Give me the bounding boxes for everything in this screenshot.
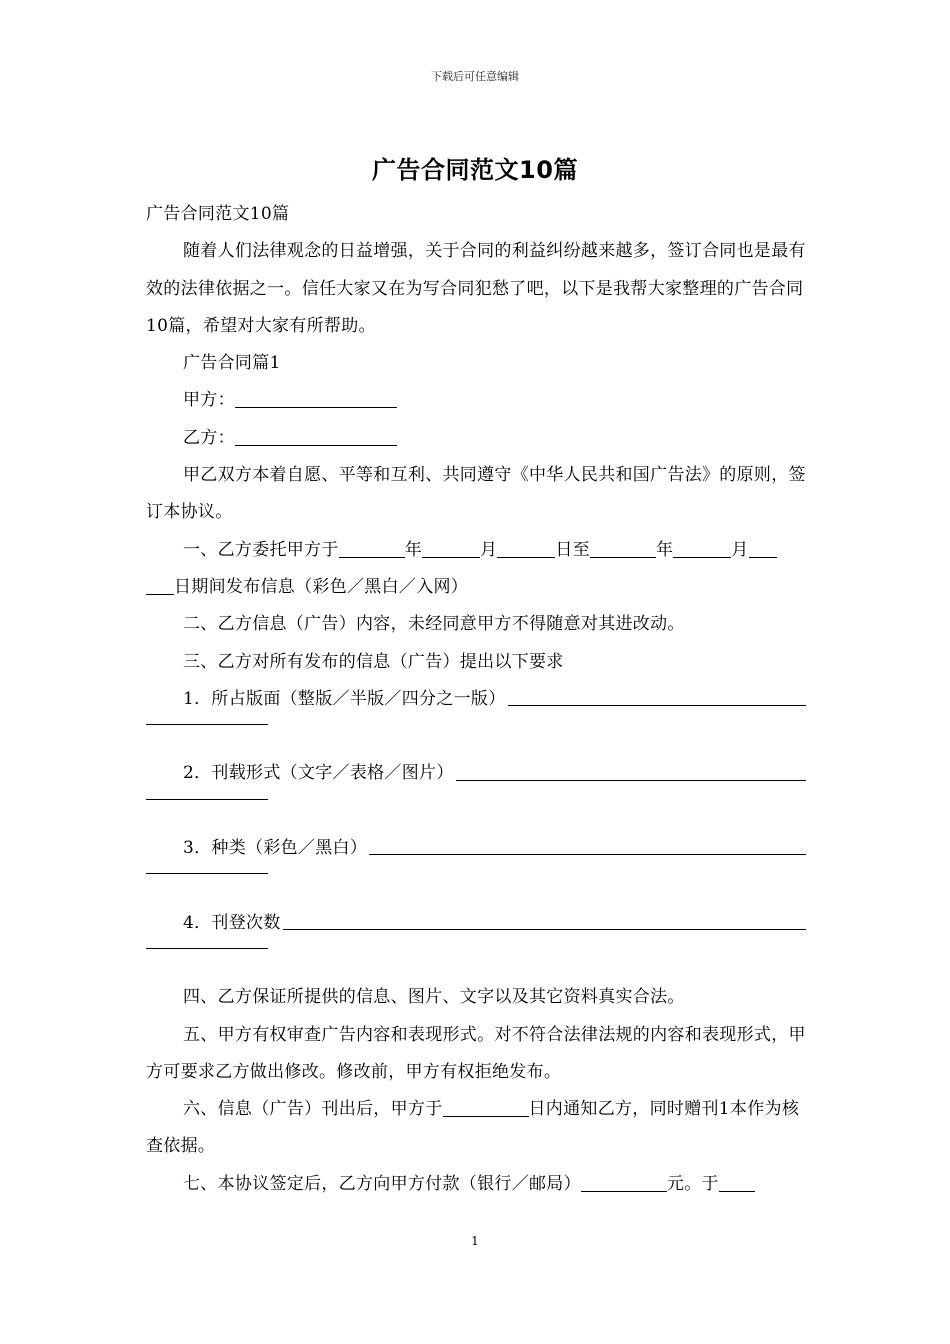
clause-1-month-2: 月 bbox=[731, 539, 749, 560]
blank bbox=[339, 540, 405, 558]
clause-7-mid: 元。于 bbox=[666, 1173, 719, 1194]
section-heading: 广告合同篇1 bbox=[183, 353, 281, 374]
clause-2: 二、乙方信息（广告）内容，未经同意甲方不得随意对其进改动。 bbox=[183, 614, 685, 635]
clause-1 bbox=[146, 532, 806, 607]
clause-1-year-2: 年 bbox=[655, 539, 674, 560]
requirement-item bbox=[146, 905, 806, 942]
blank bbox=[749, 540, 777, 558]
requirement-blank-cont bbox=[146, 724, 268, 725]
requirement-blank bbox=[508, 688, 806, 706]
party-a-blank bbox=[235, 390, 397, 408]
requirement-label: 4．刊登次数 bbox=[183, 912, 281, 933]
blank bbox=[422, 540, 480, 558]
requirement-blank-cont bbox=[146, 799, 268, 800]
header-note: 下载后可任意编辑 bbox=[431, 70, 519, 83]
requirement-label: 2．刊载形式（文字／表格／图片） bbox=[183, 763, 454, 784]
requirement-label: 3．种类（彩色／黑白） bbox=[183, 838, 368, 859]
clause-6 bbox=[146, 1091, 806, 1166]
party-b-line bbox=[146, 420, 806, 457]
clause-4: 四、乙方保证所提供的信息、图片、文字以及其它资料真实合法。 bbox=[183, 987, 685, 1008]
document-body bbox=[146, 196, 806, 1203]
clause-7 bbox=[146, 1166, 806, 1203]
clause-3: 三、乙方对所有发布的信息（广告）提出以下要求 bbox=[183, 651, 564, 672]
requirement-continuation bbox=[146, 793, 806, 830]
blank bbox=[590, 540, 656, 558]
document-title: 广告合同范文10篇 bbox=[372, 156, 578, 184]
blank bbox=[719, 1174, 755, 1192]
requirement-item bbox=[146, 681, 806, 718]
party-b-label: 乙方： bbox=[183, 427, 235, 448]
clause-7-prefix: 七、本协议签定后，乙方向甲方付款（银行／邮局） bbox=[183, 1173, 581, 1194]
clause-1-day: 日至 bbox=[555, 539, 590, 560]
requirement-item bbox=[146, 755, 806, 792]
clause-6-prefix: 六、信息（广告）刊出后，甲方于 bbox=[183, 1099, 443, 1120]
party-b-blank bbox=[235, 428, 397, 446]
clause-1-year: 年 bbox=[404, 539, 423, 560]
requirement-blank bbox=[456, 763, 806, 781]
blank bbox=[581, 1174, 667, 1192]
clause-1-prefix: 一、乙方委托甲方于 bbox=[183, 539, 339, 560]
principle-paragraph: 甲乙双方本着自愿、平等和互利、共同遵守《中华人民共和国广告法》的原则，签订本协议。 bbox=[146, 465, 806, 523]
page-number: 1 bbox=[471, 1234, 479, 1248]
requirement-blank-cont bbox=[146, 873, 268, 874]
requirement-label: 1．所占版面（整版／半版／四分之一版） bbox=[183, 688, 506, 709]
requirement-continuation bbox=[146, 718, 806, 755]
party-a-line bbox=[146, 382, 806, 419]
requirement-blank bbox=[283, 912, 806, 930]
clause-1-continuation bbox=[109, 569, 468, 606]
clause-1-rest: 日期间发布信息（彩色／黑白／入网） bbox=[174, 576, 469, 597]
subtitle: 广告合同范文10篇 bbox=[146, 204, 290, 224]
requirement-blank-cont bbox=[146, 948, 268, 949]
requirement-continuation bbox=[146, 867, 806, 904]
clause-1-month: 月 bbox=[480, 539, 498, 560]
clause-5: 五、甲方有权审查广告内容和表现形式。对不符合法律法规的内容和表现形式，甲方可要求乙方做出修改。修改前，甲方有权拒绝发布。 bbox=[146, 1024, 806, 1082]
blank bbox=[673, 540, 731, 558]
requirement-continuation bbox=[146, 942, 806, 979]
clause-6-rest: 日内通知乙方，同时赠刊1本作为核查依据。 bbox=[146, 1099, 800, 1157]
requirement-item bbox=[146, 830, 806, 867]
blank bbox=[443, 1099, 529, 1117]
blank bbox=[146, 577, 174, 595]
requirement-blank bbox=[369, 837, 806, 855]
intro-paragraph: 随着人们法律观念的日益增强，关于合同的利益纠纷越来越多，签订合同也是最有效的法律依据之一。信任大家又在为写合同犯愁了吧，以下是我帮大家整理的广告合同10篇，希望对大家有所帮助。 bbox=[146, 241, 806, 336]
blank bbox=[497, 540, 555, 558]
party-a-label: 甲方： bbox=[183, 390, 235, 411]
